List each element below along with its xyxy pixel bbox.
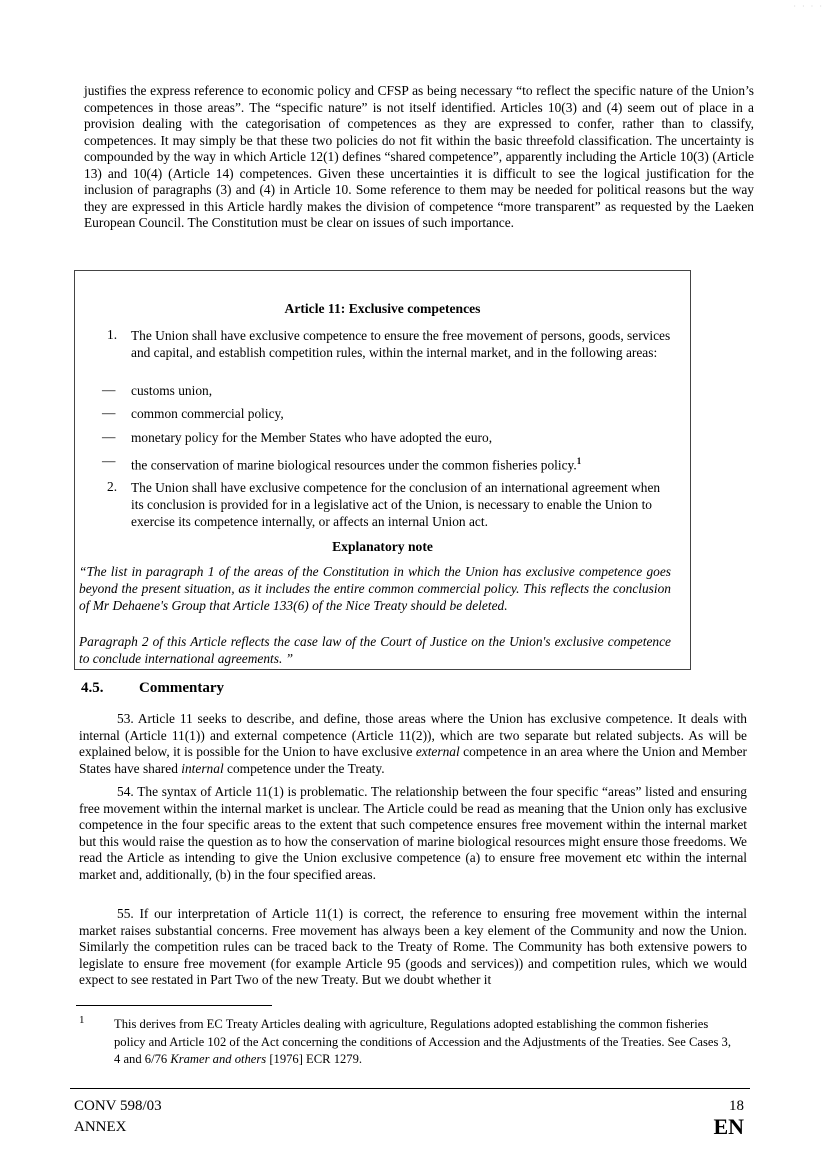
paragraph-text: competence in an area where the Union and Member States have shared: [79, 744, 747, 776]
paragraph-54: 54. The syntax of Article 11(1) is problematic. The relationship between the four specific “areas” listed and ensuring free movement within the internal market is unclear. The Article could be read as meaning that the Union only has exclusive competence in the four specific areas to the extent that such competence ensures free movement within the internal market but this would raise the question as to how the conservation of marine biological resources might ensure those freedoms. We read the Article as intending to give the Union exclusive competence (a) to ensure free movement etc within the internal market and, additionally, (b) in the four specified areas.: [79, 784, 747, 882]
bullet-item: common commercial policy,: [131, 406, 284, 421]
annex-label: ANNEX: [74, 1119, 127, 1135]
paragraph-53: [79, 711, 747, 777]
footer-right: [713, 1096, 744, 1137]
article-item-2: The Union shall have exclusive competence for the conclusion of an international agreement when its conclusion is provided for in a legislative act of the Union, is necessary to enable the Union to exercise its competence internally, or affects an internal Union act.: [131, 480, 661, 529]
explanatory-note-title: Explanatory note: [332, 539, 433, 554]
bullet-text: the conservation of marine biological resources under the common fisheries policy.: [131, 457, 577, 473]
item-number: 2.: [107, 479, 118, 494]
emphasis: internal: [181, 760, 224, 776]
dash-bullet: —: [102, 382, 116, 397]
item-number: 1.: [107, 327, 118, 342]
intro-paragraph: justifies the express reference to economic policy and CFSP as being necessary “to reflect the specific nature of the Union’s competences in those areas”. The “specific nature” is not itself identified. Articles 10(3) and (4) seem out of place in a provision dealing with the categorisation of competences as they are expressed to confer, rather than to classify, competences. It may simply be that these two policies do not fit within the basic threefold classification. The uncertainty is compounded by the way in which Article 12(1) defines “shared competence”, apparently including the Article 10(3) (Article 13) and 10(4) (Article 14) competences. Given these uncertainties it is difficult to see the logical justification for the inclusion of paragraphs (3) and (4) in Article 10. Some reference to them may be needed for political reasons but the way they are expressed in this Article hardly makes the division of competence “more transparent” as requested by the Laeken European Council. The Constitution must be clear on issues of such importance.: [84, 83, 754, 230]
paragraph-text: 53. Article 11 seeks to describe, and define, those areas where the Union has exclusive competence. It deals with internal (Article 11(1)) and external competence (Article 11(2)), which are two separate but related subjects. As will be explained below, it is possible for the Union to have exclusive: [79, 711, 747, 759]
footnote-reference[interactable]: 1: [576, 456, 582, 466]
section-number: 4.5.: [81, 680, 104, 696]
document-reference: CONV 598/03: [74, 1098, 162, 1114]
explanatory-note-paragraph-1: “The list in paragraph 1 of the areas of the Constitution in which the Union has exclusive competence goes beyond the present situation, as it includes the entire common commercial policy. This reflects the conclusion of Mr Dehaene's Group that Article 133(6) of the Nice Treaty should be deleted.: [79, 564, 671, 613]
case-name: Kramer and others: [170, 1052, 267, 1066]
section-title: Commentary: [139, 680, 224, 696]
article-title: Article 11: Exclusive competences: [284, 301, 481, 316]
explanatory-note-paragraph-2: Paragraph 2 of this Article reflects the case law of the Court of Justice on the Union's exclusive competence to conclude international agreements. ”: [79, 634, 671, 666]
paragraph-text: competence under the Treaty.: [223, 760, 385, 776]
footnote-text-part: [1976] ECR 1279.: [266, 1052, 363, 1066]
bullet-item: customs union,: [131, 383, 213, 398]
dash-bullet: —: [102, 405, 116, 420]
bullet-item: monetary policy for the Member States who have adopted the euro,: [131, 430, 493, 445]
bullet-item: [131, 453, 671, 473]
paragraph-55: 55. If our interpretation of Article 11(1) is correct, the reference to ensuring free movement within the internal market raises substantial concerns. Free movement has always been a key element of the Community and now the Union. Similarly the competition rules can be traced back to the Treaty of Rome. The Community has both extensive powers to legislate to ensure free movement (for example Article 95 (goods and services)) and competition rules, which we would expect to see restated in Part Two of the new Treaty. But we doubt whether it: [79, 906, 747, 987]
article-box: [74, 270, 691, 670]
dash-bullet: —: [102, 453, 116, 468]
footnote-text: [114, 1016, 732, 1069]
scan-artifact: · · · ·: [793, 2, 824, 11]
footnote-separator: [76, 1005, 272, 1006]
section-heading: [81, 680, 224, 697]
footer-left: [74, 1096, 162, 1138]
footnote-mark: 1: [79, 1014, 85, 1026]
page-number: 18: [729, 1098, 744, 1114]
article-item-1: The Union shall have exclusive competence to ensure the free movement of persons, goods, services and capital, and establish competition rules, within the internal market, and in the following areas:: [131, 328, 671, 360]
emphasis: external: [415, 744, 460, 759]
footnote-text-part: This derives from EC Treaty Articles dealing with agriculture, Regulations adopted establishing the common fisheries policy and Article 102 of the Act concerning the conditions of Accession and the Adjustments of the Treaties. See Cases 3, 4 and 6/76: [114, 1017, 731, 1066]
footer-rule: [70, 1088, 750, 1089]
dash-bullet: —: [102, 429, 116, 444]
language-code: EN: [713, 1114, 744, 1139]
